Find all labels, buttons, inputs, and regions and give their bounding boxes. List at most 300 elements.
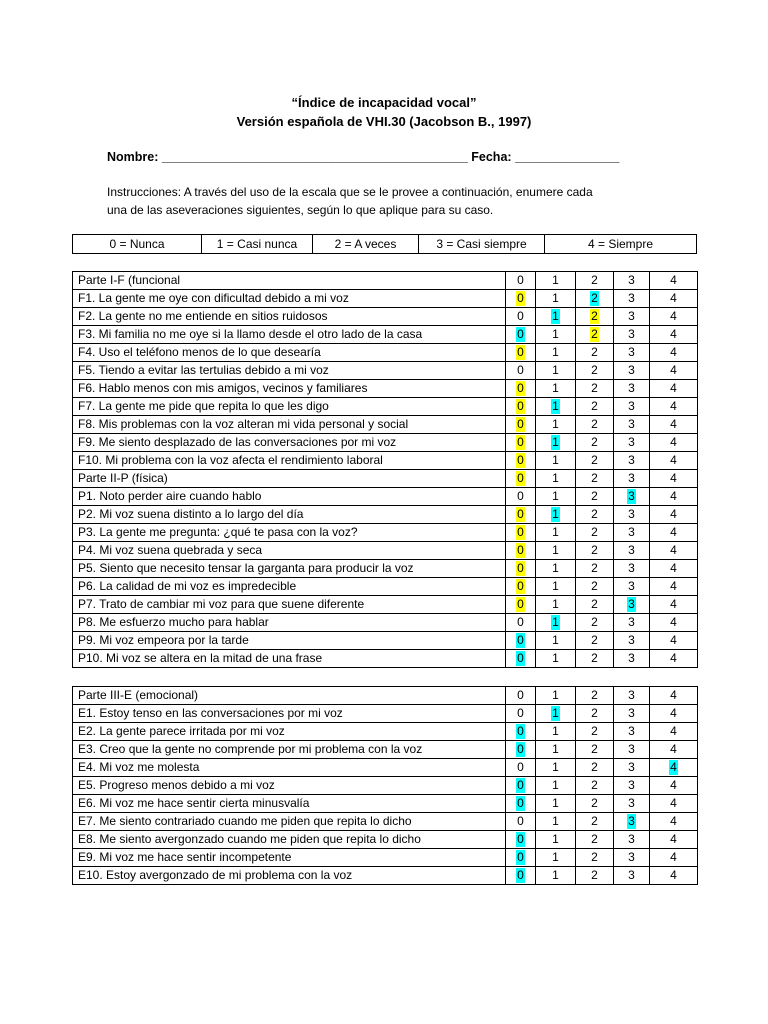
rating-cell-1[interactable] [536, 831, 576, 849]
rating-cell-1[interactable] [536, 380, 576, 398]
rating-value: 2 [591, 489, 598, 503]
rating-cell-3[interactable] [614, 596, 650, 614]
rating-cell-1[interactable] [536, 542, 576, 560]
question-label: E3. Creo que la gente no comprende por mi problema con la voz [73, 741, 506, 759]
question-label: F2. La gente no me entiende en sitios ruidosos [73, 308, 506, 326]
rating-value: 1 [552, 850, 559, 864]
rating-value: 4 [670, 651, 677, 665]
rating-cell-3[interactable] [614, 380, 650, 398]
rating-value-highlighted: 0 [517, 543, 524, 557]
rating-value: 2 [591, 543, 598, 557]
rating-value: 0 [517, 760, 524, 774]
rating-cell-2[interactable] [576, 687, 614, 705]
rating-cell-0[interactable] [506, 759, 536, 777]
rating-value: 3 [628, 327, 635, 341]
rating-cell-2[interactable] [576, 290, 614, 308]
rating-value-highlighted: 1 [552, 399, 559, 413]
rating-cell-3[interactable] [614, 813, 650, 831]
rating-cell-3[interactable] [614, 542, 650, 560]
rating-cell-0[interactable] [506, 344, 536, 362]
rating-cell-0[interactable] [506, 470, 536, 488]
rating-value: 1 [552, 453, 559, 467]
rating-value: 2 [591, 633, 598, 647]
rating-cell-3[interactable] [614, 506, 650, 524]
rating-value: 1 [552, 651, 559, 665]
rating-cell-1[interactable] [536, 705, 576, 723]
question-row [73, 290, 698, 308]
rating-cell-4[interactable] [650, 506, 698, 524]
rating-value-highlighted: 1 [552, 615, 559, 629]
rating-cell-4[interactable] [650, 416, 698, 434]
question-row [73, 813, 698, 831]
rating-value: 2 [591, 399, 598, 413]
rating-cell-0[interactable] [506, 849, 536, 867]
rating-cell-2[interactable] [576, 362, 614, 380]
rating-value: 3 [628, 778, 635, 792]
question-label: Parte II-P (física) [73, 470, 506, 488]
rating-cell-2[interactable] [576, 614, 614, 632]
rating-cell-2[interactable] [576, 398, 614, 416]
rating-value: 3 [628, 615, 635, 629]
question-label: E9. Mi voz me hace sentir incompetente [73, 849, 506, 867]
rating-cell-3[interactable] [614, 308, 650, 326]
rating-cell-0[interactable] [506, 867, 536, 885]
section-header-row [73, 272, 698, 290]
rating-value: 1 [552, 489, 559, 503]
rating-cell-2[interactable] [576, 650, 614, 668]
rating-cell-0[interactable] [506, 488, 536, 506]
rating-cell-3[interactable] [614, 452, 650, 470]
question-row [73, 434, 698, 452]
rating-cell-4[interactable] [650, 795, 698, 813]
rating-cell-0[interactable] [506, 398, 536, 416]
rating-cell-4[interactable] [650, 488, 698, 506]
rating-cell-2[interactable] [576, 506, 614, 524]
rating-cell-3[interactable] [614, 723, 650, 741]
rating-cell-2[interactable] [576, 308, 614, 326]
question-row [73, 452, 698, 470]
rating-value: 2 [591, 579, 598, 593]
rating-cell-2[interactable] [576, 777, 614, 795]
rating-value: 2 [591, 688, 598, 702]
question-label: E10. Estoy avergonzado de mi problema con la voz [73, 867, 506, 885]
rating-cell-3[interactable] [614, 687, 650, 705]
rating-value: 4 [670, 832, 677, 846]
rating-value: 2 [591, 417, 598, 431]
rating-cell-3[interactable] [614, 344, 650, 362]
rating-cell-1[interactable] [536, 867, 576, 885]
rating-cell-3[interactable] [614, 524, 650, 542]
rating-value-highlighted: 2 [591, 291, 598, 305]
question-row [73, 867, 698, 885]
rating-cell-1[interactable] [536, 650, 576, 668]
section-label: Parte I-F (funcional [73, 272, 506, 290]
rating-value-highlighted: 1 [552, 706, 559, 720]
rating-cell-4[interactable] [650, 452, 698, 470]
rating-value: 2 [591, 850, 598, 864]
question-row [73, 560, 698, 578]
rating-value: 3 [628, 453, 635, 467]
rating-value: 4 [670, 507, 677, 521]
rating-cell-4[interactable] [650, 849, 698, 867]
rating-cell-0[interactable] [506, 560, 536, 578]
rating-value-highlighted: 1 [552, 435, 559, 449]
rating-cell-2[interactable] [576, 416, 614, 434]
rating-cell-4[interactable] [650, 596, 698, 614]
rating-cell-4[interactable] [650, 632, 698, 650]
rating-value: 4 [670, 435, 677, 449]
rating-cell-3[interactable] [614, 326, 650, 344]
rating-cell-2[interactable] [576, 741, 614, 759]
rating-cell-1[interactable] [536, 326, 576, 344]
question-row [73, 632, 698, 650]
rating-cell-4[interactable] [650, 650, 698, 668]
question-row [73, 578, 698, 596]
rating-cell-3[interactable] [614, 362, 650, 380]
rating-cell-3[interactable] [614, 777, 650, 795]
rating-value: 1 [552, 688, 559, 702]
rating-cell-4[interactable] [650, 614, 698, 632]
rating-cell-0[interactable] [506, 506, 536, 524]
rating-cell-0[interactable] [506, 614, 536, 632]
scale-item-2: 2 = A veces [313, 235, 419, 254]
rating-value: 2 [591, 525, 598, 539]
rating-cell-2[interactable] [576, 452, 614, 470]
rating-cell-0[interactable] [506, 452, 536, 470]
rating-cell-0[interactable] [506, 290, 536, 308]
rating-value: 0 [517, 489, 524, 503]
rating-cell-0[interactable] [506, 416, 536, 434]
rating-cell-0[interactable] [506, 434, 536, 452]
rating-value: 2 [591, 615, 598, 629]
rating-value: 2 [591, 597, 598, 611]
rating-scale-table [72, 234, 697, 254]
rating-cell-4[interactable] [650, 687, 698, 705]
rating-cell-2[interactable] [576, 272, 614, 290]
rating-value: 4 [670, 579, 677, 593]
rating-cell-3[interactable] [614, 705, 650, 723]
rating-value: 1 [552, 291, 559, 305]
rating-cell-1[interactable] [536, 308, 576, 326]
question-row [73, 614, 698, 632]
question-label: F8. Mis problemas con la voz alteran mi vida personal y social [73, 416, 506, 434]
rating-cell-2[interactable] [576, 849, 614, 867]
rating-cell-0[interactable] [506, 380, 536, 398]
rating-cell-4[interactable] [650, 470, 698, 488]
rating-cell-4[interactable] [650, 308, 698, 326]
rating-cell-1[interactable] [536, 741, 576, 759]
rating-value: 3 [628, 832, 635, 846]
rating-value: 4 [670, 814, 677, 828]
rating-cell-2[interactable] [576, 326, 614, 344]
rating-cell-1[interactable] [536, 524, 576, 542]
rating-cell-0[interactable] [506, 272, 536, 290]
rating-value: 1 [552, 579, 559, 593]
question-label: P8. Me esfuerzo mucho para hablar [73, 614, 506, 632]
rating-cell-1[interactable] [536, 344, 576, 362]
rating-value: 4 [670, 471, 677, 485]
question-label: P2. Mi voz suena distinto a lo largo del día [73, 506, 506, 524]
rating-cell-4[interactable] [650, 272, 698, 290]
rating-cell-0[interactable] [506, 795, 536, 813]
rating-value: 1 [552, 381, 559, 395]
rating-cell-4[interactable] [650, 344, 698, 362]
rating-value: 1 [552, 525, 559, 539]
rating-cell-4[interactable] [650, 290, 698, 308]
rating-value: 3 [628, 651, 635, 665]
rating-cell-3[interactable] [614, 488, 650, 506]
rating-value-highlighted: 0 [517, 417, 524, 431]
question-row [73, 741, 698, 759]
rating-value: 3 [628, 850, 635, 864]
fecha-field[interactable]: _______________ [515, 150, 620, 164]
rating-value: 2 [591, 724, 598, 738]
rating-value: 3 [628, 363, 635, 377]
rating-cell-0[interactable] [506, 542, 536, 560]
rating-cell-3[interactable] [614, 614, 650, 632]
rating-cell-4[interactable] [650, 380, 698, 398]
instructions-line: una de las aseveraciones siguientes, según lo que aplique para su caso. [107, 203, 494, 217]
question-row [73, 650, 698, 668]
rating-cell-2[interactable] [576, 560, 614, 578]
rating-cell-0[interactable] [506, 578, 536, 596]
rating-cell-2[interactable] [576, 578, 614, 596]
rating-cell-3[interactable] [614, 398, 650, 416]
rating-value: 3 [628, 381, 635, 395]
question-row [73, 344, 698, 362]
question-row [73, 705, 698, 723]
rating-cell-1[interactable] [536, 632, 576, 650]
rating-cell-4[interactable] [650, 326, 698, 344]
rating-value: 3 [628, 706, 635, 720]
rating-value-highlighted: 0 [517, 742, 524, 756]
rating-cell-1[interactable] [536, 578, 576, 596]
rating-cell-3[interactable] [614, 290, 650, 308]
rating-value: 2 [591, 507, 598, 521]
rating-cell-3[interactable] [614, 650, 650, 668]
rating-value: 0 [517, 814, 524, 828]
rating-cell-3[interactable] [614, 470, 650, 488]
rating-value: 3 [628, 399, 635, 413]
rating-cell-2[interactable] [576, 596, 614, 614]
rating-cell-4[interactable] [650, 524, 698, 542]
rating-cell-0[interactable] [506, 813, 536, 831]
rating-cell-2[interactable] [576, 759, 614, 777]
rating-value: 3 [628, 345, 635, 359]
rating-value-highlighted: 2 [591, 327, 598, 341]
rating-cell-2[interactable] [576, 380, 614, 398]
rating-cell-1[interactable] [536, 849, 576, 867]
rating-value: 3 [628, 309, 635, 323]
rating-cell-4[interactable] [650, 867, 698, 885]
rating-value: 2 [591, 381, 598, 395]
rating-cell-4[interactable] [650, 362, 698, 380]
rating-value: 3 [628, 273, 635, 287]
rating-cell-0[interactable] [506, 524, 536, 542]
rating-cell-2[interactable] [576, 705, 614, 723]
rating-cell-4[interactable] [650, 705, 698, 723]
rating-cell-4[interactable] [650, 777, 698, 795]
rating-cell-3[interactable] [614, 759, 650, 777]
rating-cell-3[interactable] [614, 416, 650, 434]
rating-cell-4[interactable] [650, 813, 698, 831]
rating-cell-1[interactable] [536, 470, 576, 488]
rating-value-highlighted: 0 [517, 633, 524, 647]
rating-cell-3[interactable] [614, 795, 650, 813]
question-label: P7. Trato de cambiar mi voz para que suene diferente [73, 596, 506, 614]
rating-cell-1[interactable] [536, 272, 576, 290]
rating-cell-4[interactable] [650, 723, 698, 741]
rating-cell-1[interactable] [536, 723, 576, 741]
question-label: F4. Uso el teléfono menos de lo que desearía [73, 344, 506, 362]
rating-cell-0[interactable] [506, 326, 536, 344]
rating-cell-4[interactable] [650, 542, 698, 560]
question-label: F5. Tiendo a evitar las tertulias debido a mi voz [73, 362, 506, 380]
rating-cell-1[interactable] [536, 362, 576, 380]
rating-cell-1[interactable] [536, 813, 576, 831]
rating-cell-3[interactable] [614, 632, 650, 650]
rating-value: 4 [670, 417, 677, 431]
rating-value: 1 [552, 633, 559, 647]
rating-cell-2[interactable] [576, 831, 614, 849]
rating-value: 3 [628, 688, 635, 702]
rating-cell-2[interactable] [576, 524, 614, 542]
question-label: P1. Noto perder aire cuando hablo [73, 488, 506, 506]
rating-cell-4[interactable] [650, 741, 698, 759]
question-label: F3. Mi familia no me oye si la llamo desde el otro lado de la casa [73, 326, 506, 344]
rating-value-highlighted: 3 [628, 814, 635, 828]
rating-value: 2 [591, 760, 598, 774]
rating-value: 4 [670, 742, 677, 756]
rating-cell-4[interactable] [650, 759, 698, 777]
nombre-field[interactable]: ____________________________________________ [161, 150, 468, 164]
rating-cell-2[interactable] [576, 632, 614, 650]
rating-cell-0[interactable] [506, 723, 536, 741]
rating-cell-0[interactable] [506, 831, 536, 849]
rating-cell-1[interactable] [536, 795, 576, 813]
rating-value: 1 [552, 471, 559, 485]
rating-value: 1 [552, 327, 559, 341]
rating-value: 3 [628, 471, 635, 485]
rating-cell-2[interactable] [576, 795, 614, 813]
rating-cell-2[interactable] [576, 723, 614, 741]
scale-item-1: 1 = Casi nunca [202, 235, 313, 254]
rating-cell-4[interactable] [650, 831, 698, 849]
rating-value: 2 [591, 706, 598, 720]
rating-cell-4[interactable] [650, 434, 698, 452]
rating-cell-2[interactable] [576, 542, 614, 560]
rating-value: 4 [670, 868, 677, 882]
rating-cell-2[interactable] [576, 867, 614, 885]
rating-cell-3[interactable] [614, 741, 650, 759]
rating-cell-4[interactable] [650, 560, 698, 578]
rating-cell-1[interactable] [536, 596, 576, 614]
rating-cell-1[interactable] [536, 416, 576, 434]
rating-cell-1[interactable] [536, 398, 576, 416]
rating-cell-3[interactable] [614, 272, 650, 290]
question-row [73, 308, 698, 326]
rating-cell-1[interactable] [536, 687, 576, 705]
rating-value: 4 [670, 273, 677, 287]
rating-value: 0 [517, 273, 524, 287]
rating-cell-1[interactable] [536, 290, 576, 308]
rating-cell-2[interactable] [576, 434, 614, 452]
rating-value: 2 [591, 435, 598, 449]
rating-value: 1 [552, 561, 559, 575]
rating-cell-3[interactable] [614, 849, 650, 867]
rating-cell-4[interactable] [650, 398, 698, 416]
rating-cell-3[interactable] [614, 434, 650, 452]
rating-cell-1[interactable] [536, 506, 576, 524]
rating-cell-2[interactable] [576, 470, 614, 488]
rating-cell-1[interactable] [536, 434, 576, 452]
rating-cell-0[interactable] [506, 632, 536, 650]
rating-cell-0[interactable] [506, 308, 536, 326]
rating-cell-0[interactable] [506, 705, 536, 723]
rating-cell-4[interactable] [650, 578, 698, 596]
rating-cell-0[interactable] [506, 741, 536, 759]
rating-value: 2 [591, 561, 598, 575]
question-label: P5. Siento que necesito tensar la garganta para producir la voz [73, 560, 506, 578]
rating-cell-1[interactable] [536, 614, 576, 632]
rating-value: 4 [670, 597, 677, 611]
section-header-row [73, 687, 698, 705]
rating-cell-1[interactable] [536, 452, 576, 470]
rating-cell-3[interactable] [614, 831, 650, 849]
rating-cell-3[interactable] [614, 578, 650, 596]
rating-cell-2[interactable] [576, 488, 614, 506]
questionnaire-table-functional-physical [72, 271, 698, 668]
rating-cell-0[interactable] [506, 596, 536, 614]
rating-cell-1[interactable] [536, 560, 576, 578]
rating-value-highlighted: 0 [517, 832, 524, 846]
rating-value: 3 [628, 868, 635, 882]
question-row [73, 398, 698, 416]
rating-value: 1 [552, 345, 559, 359]
question-label: E2. La gente parece irritada por mi voz [73, 723, 506, 741]
rating-cell-2[interactable] [576, 813, 614, 831]
rating-value: 3 [628, 796, 635, 810]
rating-cell-1[interactable] [536, 488, 576, 506]
rating-cell-3[interactable] [614, 867, 650, 885]
rating-value: 2 [591, 651, 598, 665]
rating-cell-0[interactable] [506, 362, 536, 380]
rating-value: 2 [591, 796, 598, 810]
rating-cell-0[interactable] [506, 650, 536, 668]
rating-value-highlighted: 0 [517, 651, 524, 665]
rating-value: 1 [552, 543, 559, 557]
rating-value: 0 [517, 309, 524, 323]
rating-value-highlighted: 0 [517, 561, 524, 575]
rating-cell-3[interactable] [614, 560, 650, 578]
rating-value: 4 [670, 399, 677, 413]
question-row [73, 362, 698, 380]
rating-value: 3 [628, 579, 635, 593]
rating-cell-1[interactable] [536, 777, 576, 795]
question-row [73, 542, 698, 560]
rating-cell-1[interactable] [536, 759, 576, 777]
question-label: P3. La gente me pregunta: ¿qué te pasa con la voz? [73, 524, 506, 542]
rating-cell-0[interactable] [506, 687, 536, 705]
question-row [73, 831, 698, 849]
nombre-label: Nombre: [107, 150, 159, 164]
question-label: F10. Mi problema con la voz afecta el rendimiento laboral [73, 452, 506, 470]
question-label: P4. Mi voz suena quebrada y seca [73, 542, 506, 560]
rating-value: 3 [628, 561, 635, 575]
rating-value: 4 [670, 543, 677, 557]
rating-cell-0[interactable] [506, 777, 536, 795]
rating-cell-2[interactable] [576, 344, 614, 362]
